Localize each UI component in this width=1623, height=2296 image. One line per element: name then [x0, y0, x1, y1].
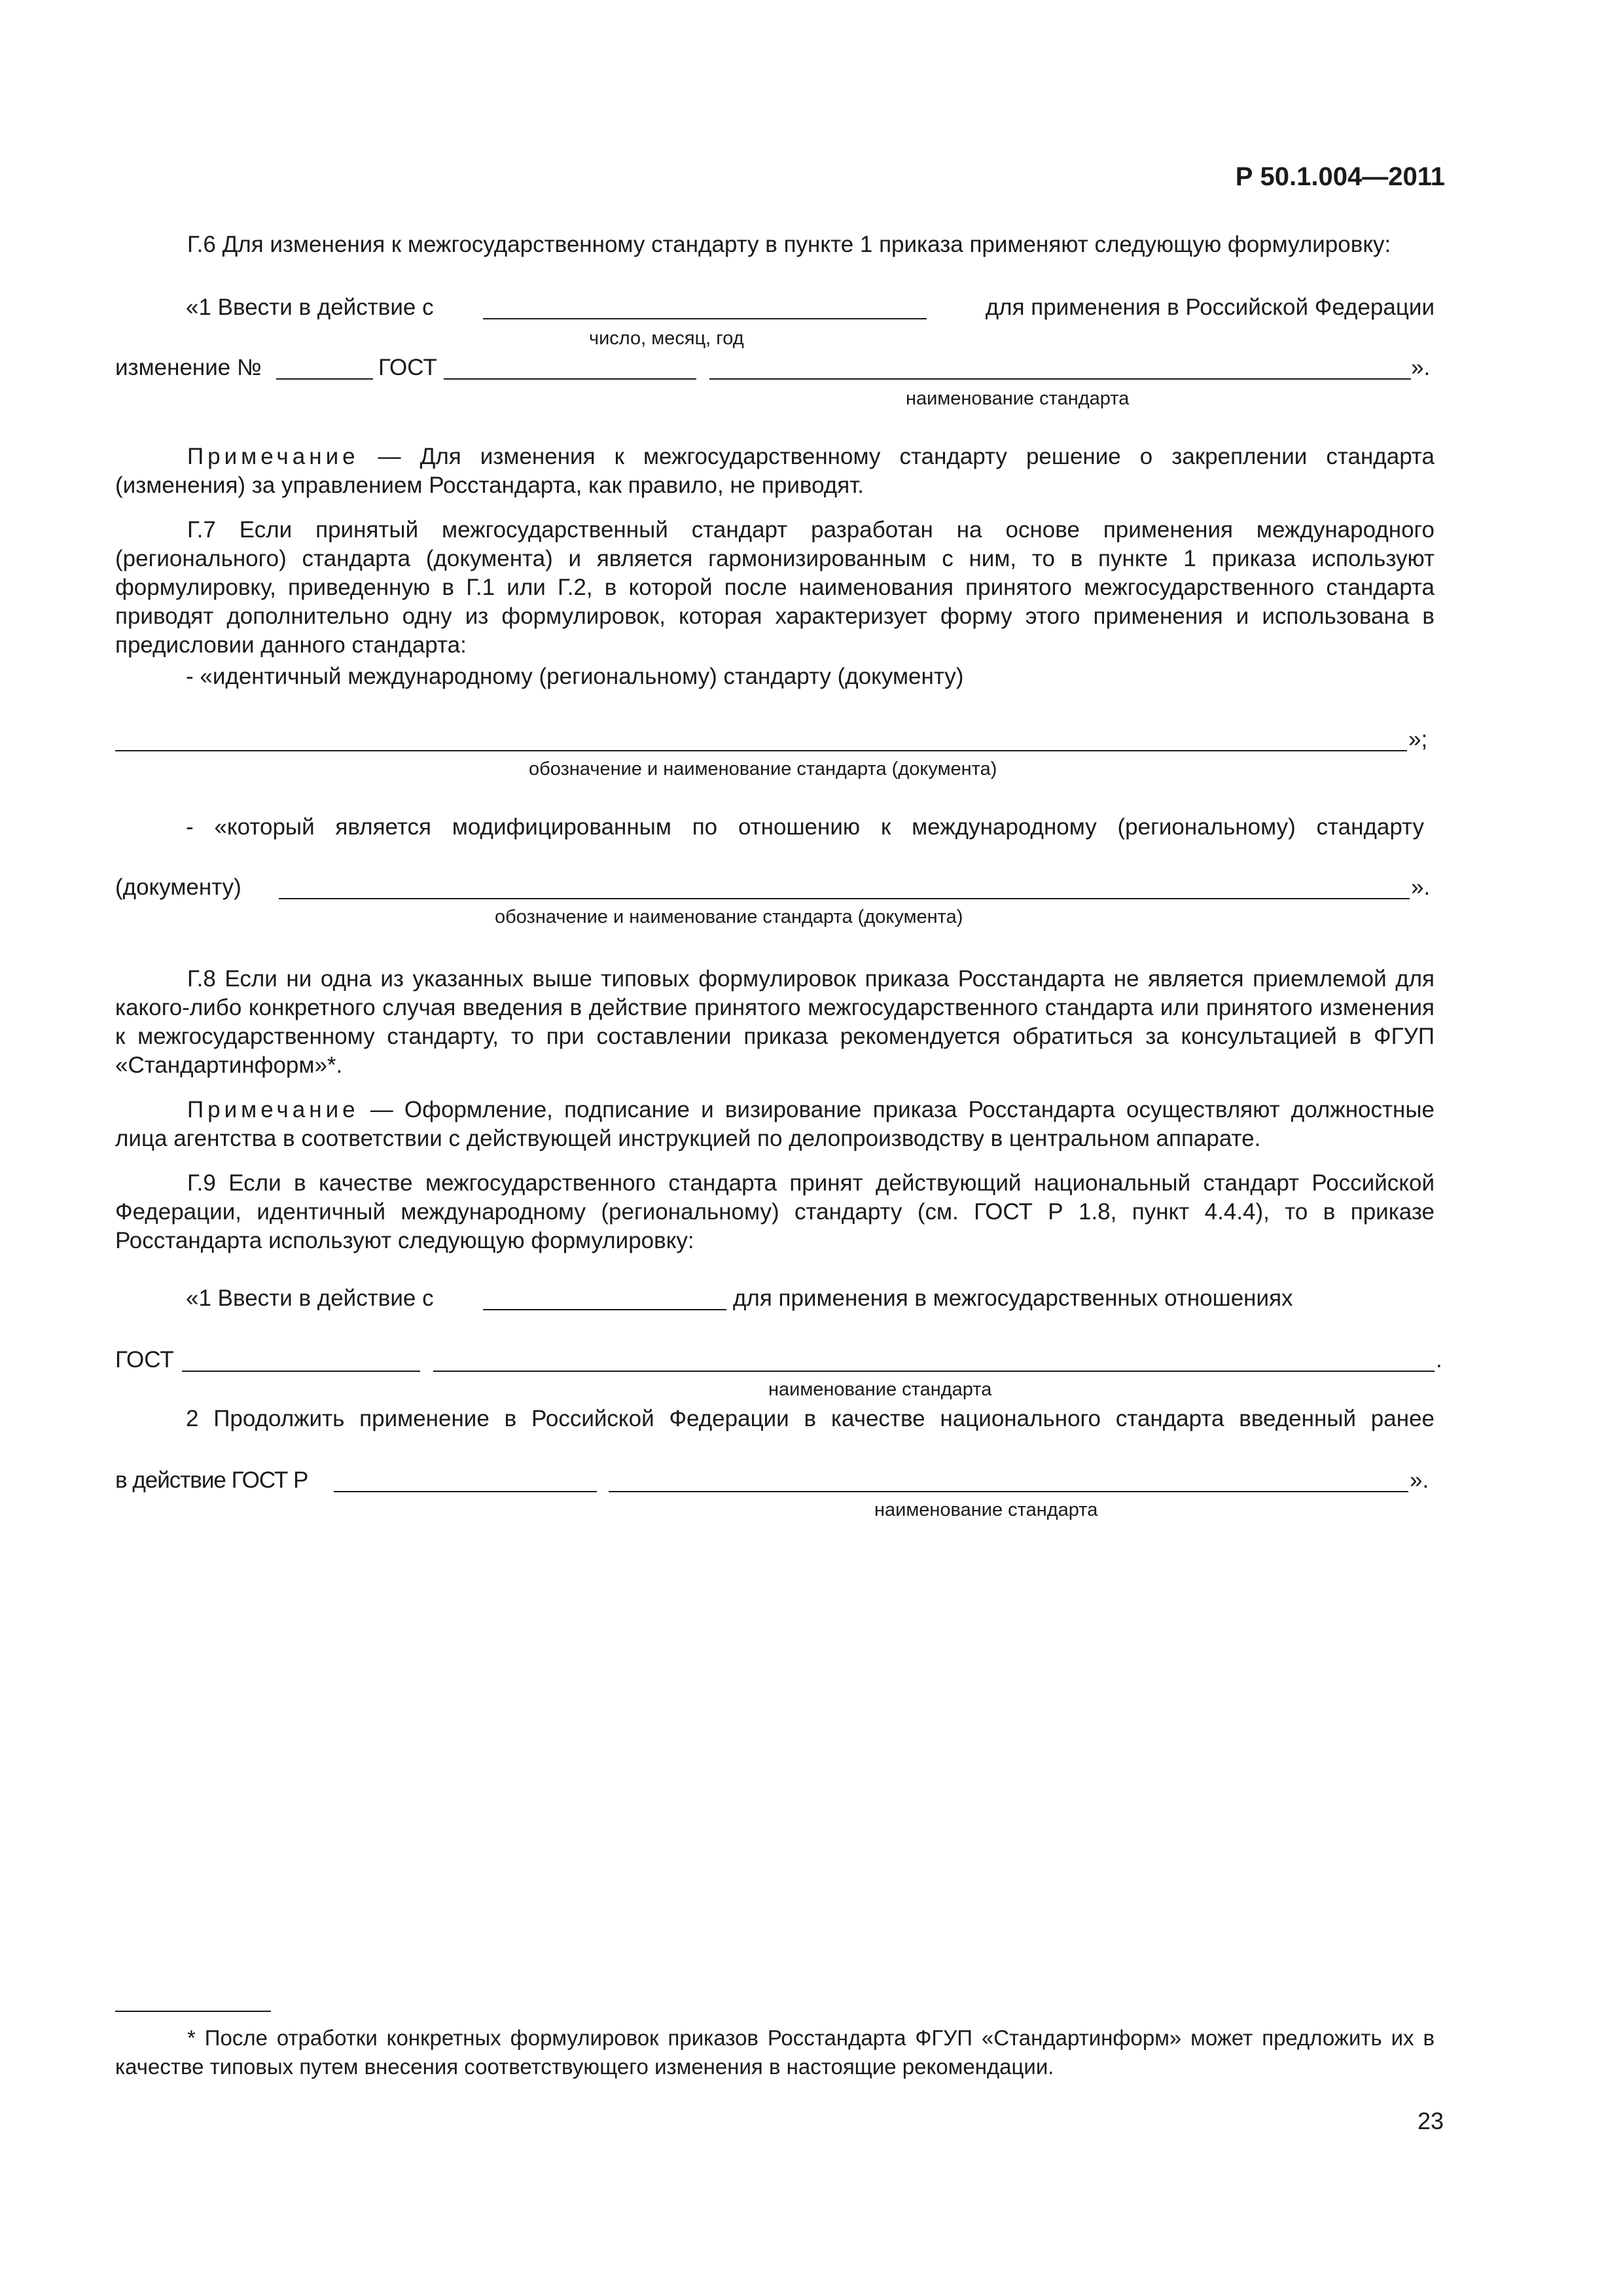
- note-1-label: Примечание: [187, 444, 359, 469]
- g6-change-label: изменение №: [115, 355, 262, 380]
- paragraph-g8: Г.8 Если ни одна из указанных выше типовых формулировок приказа Росстандарта не является приемлемой для какого-либо конкретного случая введения в действие принятого межгосударственного стандарта или принятого изменения к межгосударственному стандарту, то при составлении приказа рекомендуется обратиться за консультацией в ФГУП «Стандартинформ»*.: [115, 966, 1435, 1078]
- note-1-text: — Для изменения к межгосударственному стандарту решение о закреплении стандарта (изменения) за управлением Росстандарта, как правило, не приводят.: [115, 444, 1435, 498]
- g6-gost-label: ГОСТ: [378, 355, 437, 380]
- g9-date-blank: [483, 1309, 726, 1310]
- paragraph-g6: Г.6 Для изменения к межгосударственному стандарту в пункте 1 приказа применяют следующую формулировку:: [187, 232, 1391, 257]
- change-number-blank: [276, 378, 373, 380]
- note-2-label: Примечание: [187, 1097, 359, 1122]
- g7-item2-close: ».: [1411, 874, 1431, 900]
- caption-standard-name-3: наименование стандарта: [874, 1499, 1098, 1520]
- footnote-rule: [115, 2011, 271, 2012]
- paragraph-g7: Г.7 Если принятый межгосударственный стандарт разработан на основе применения международного (регионального) стандарта (документа) и является гармонизированным с ним, то в пункте 1 приказа используют формулировку, приведенную в Г.1 или Г.2, в которой после наименования принятого межгосударственного стандарта приводят дополнительно одну из формулировок, которая характеризует форму этого применения и использована в предисловии данного стандарта:: [115, 517, 1435, 658]
- g9-formula-end: для применения в межгосударственных отношениях: [733, 1285, 1293, 1311]
- note-2: [115, 1096, 1435, 1153]
- caption-standard-name-2: наименование стандарта: [768, 1379, 992, 1400]
- g7-item1-close: »;: [1408, 726, 1428, 752]
- document-code: Р 50.1.004—2011: [1235, 162, 1445, 191]
- g9-item-continue: 2 Продолжить применение в Российской Федерации в качестве национального стандарта введенный ранее: [186, 1406, 1435, 1431]
- g9-standard-name-blank: [433, 1371, 1435, 1372]
- gost-r-number-blank: [334, 1491, 597, 1492]
- modified-standard-blank: [279, 898, 1410, 899]
- g6-formula-close: ».: [1411, 355, 1431, 380]
- identical-standard-blank: [115, 750, 1407, 751]
- date-blank: [483, 318, 927, 319]
- page-number: 23: [1417, 2108, 1444, 2134]
- g6-formula-start: «1 Ввести в действие с: [186, 295, 434, 320]
- g9-formula-close: .: [1436, 1347, 1442, 1372]
- paragraph-g9: Г.9 Если в качестве межгосударственного стандарта принят действующий национальный стандарт Российской Федерации, идентичный международному (региональному) стандарту (см. ГОСТ Р 1.8, пункт 4.4.4), то в приказе Росстандарта используют следующую формулировку:: [115, 1170, 1435, 1253]
- gost-r-standard-name-blank: [609, 1491, 1408, 1492]
- caption-standard-name: наименование стандарта: [906, 388, 1130, 409]
- caption-date: число, месяц, год: [589, 328, 744, 349]
- g9-gost-number-blank: [182, 1371, 420, 1372]
- g9-formula-start: «1 Ввести в действие с: [186, 1285, 434, 1311]
- caption-designation-2: обозначение и наименование стандарта (документа): [495, 906, 963, 927]
- g6-formula-end: для применения в Российской Федерации: [985, 295, 1435, 320]
- caption-designation-1: обозначение и наименование стандарта (документа): [529, 759, 997, 780]
- footnote: * После отработки конкретных формулировок приказов Росстандарта ФГУП «Стандартинформ» может предложить их в качестве типовых путем внесения соответствующего изменения в настоящие рекомендации.: [115, 2026, 1435, 2079]
- g9-gost-label: ГОСТ: [115, 1347, 174, 1372]
- note-1: [115, 442, 1435, 500]
- g7-item-modified: - «который является модифицированным по отношению к международному (региональному) стандарту: [186, 814, 1424, 840]
- g9-final-close: ».: [1410, 1467, 1429, 1493]
- g7-item2-start: (документу): [115, 874, 241, 900]
- g7-item-identical: - «идентичный международному (региональному) стандарту (документу): [186, 664, 964, 689]
- note-2-text: — Оформление, подписание и визирование приказа Росстандарта осуществляют должностные лица агентства в соответствии с действующей инструкцией по делопроизводству в центральном аппарате.: [115, 1097, 1435, 1151]
- standard-name-blank: [709, 378, 1411, 380]
- g9-gost-r-label: в действие ГОСТ Р: [115, 1467, 308, 1493]
- gost-number-blank: [444, 378, 696, 380]
